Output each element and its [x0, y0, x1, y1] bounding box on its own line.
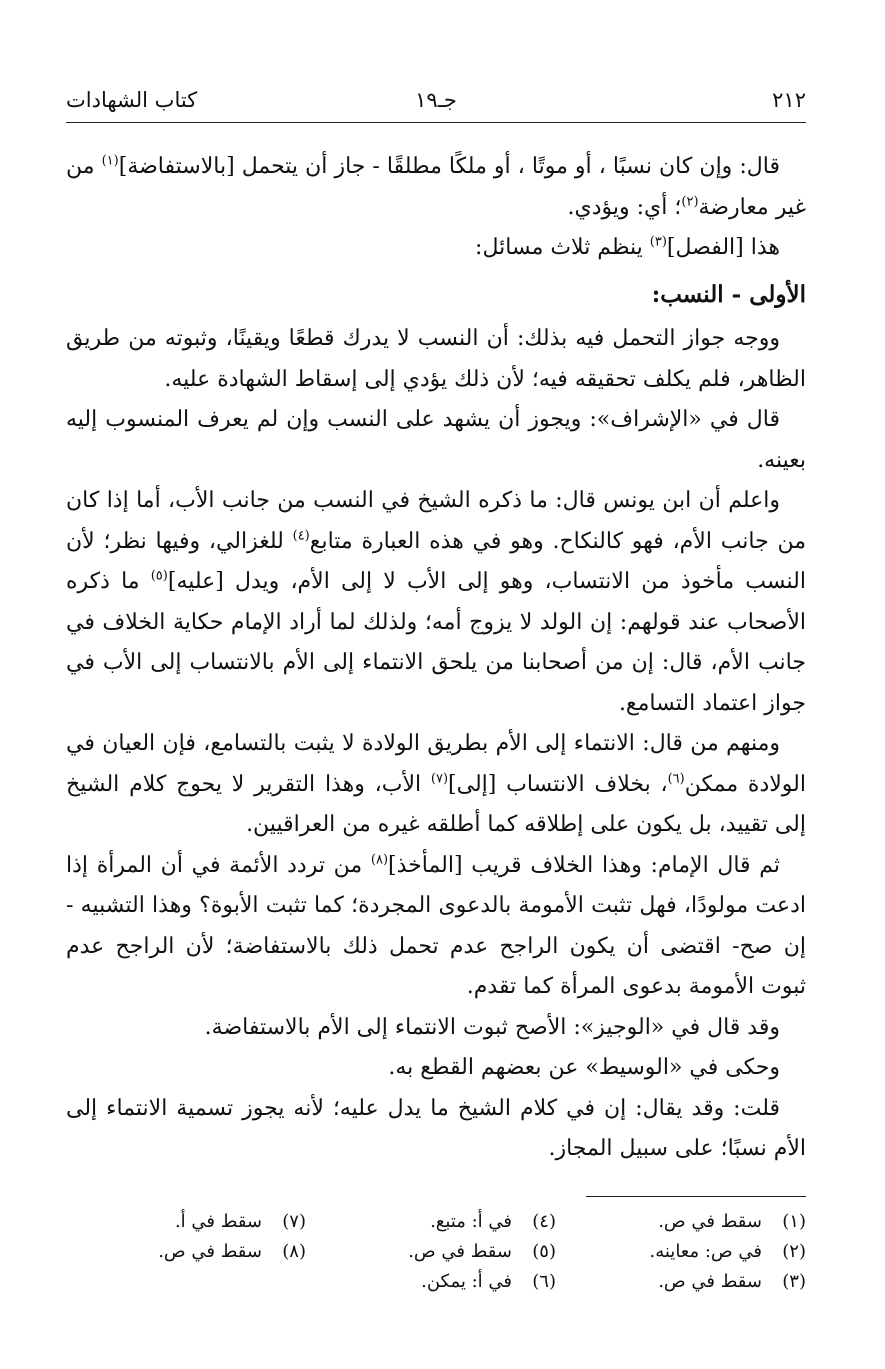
- footnotes: [66, 1211, 806, 1301]
- paragraph: ثم قال الإمام: وهذا الخلاف قريب [المأخذ]$^{(٨)}$ من تردد الأئمة في أن المرأة إذا ادعت مولودًا، فهل تثبت الأمومة بالدعوى المجردة؛ كما تثبت الأبوة؟ وهذا التشبيه - إن صح- اقتضى أن يكون الراجح عدم تحمل ذلك بالاستفاضة؛ لأن الراجح عدم ثبوت الأمومة بدعوى المرأة كما تقدم.: [66, 852, 806, 999]
- paragraph: ووجه جواز التحمل فيه بذلك: أن النسب لا يدرك قطعًا ويقينًا، وثبوته من طريق الظاهر، فلم يكلف تحقيقه فيه؛ لأن ذلك يؤدي إلى إسقاط الشهادة عليه.: [66, 326, 806, 392]
- body-text: [66, 147, 806, 1170]
- footnote: (٣)سقط في ص.: [658, 1270, 806, 1292]
- paragraph: ومنهم من قال: الانتماء إلى الأم بطريق الولادة لا يثبت بالتسامع، فإن العيان في الولادة ممكن$^{(٦)}$، بخلاف الانتساب [إلى]$^{(٧)}$ الأب، وهذا التقرير لا يحوج كلام الشيخ إلى تقييد، بل يكون على إطلاقه كما أطلقه غيره من العراقيين.: [66, 731, 806, 837]
- paragraph: هذا [الفصل]$^{(٣)}$ ينظم ثلاث مسائل:: [475, 234, 780, 260]
- paragraph: قال: وإن كان نسبًا ، أو موتًا ، أو ملكًا مطلقًا - جاز أن يتحمل [بالاستفاضة]$^{(١)}$ من غير معارضة$^{(٢)}$؛ أي: ويؤدي.: [66, 153, 806, 220]
- header-rule: [66, 122, 806, 123]
- paragraph: وحكى في «الوسيط» عن بعضهم القطع به.: [388, 1055, 780, 1080]
- footnote: (٦)في أ: يمكن.: [421, 1270, 556, 1292]
- footnote: (٨)سقط في ص.: [158, 1240, 306, 1262]
- section-heading: الأولى - النسب:: [651, 280, 806, 308]
- footnote: (٢)في ص: معاينه.: [649, 1240, 806, 1262]
- running-header: [66, 84, 806, 118]
- page-number: ٢١٢: [772, 88, 806, 112]
- footnote: (٧)سقط في أ.: [174, 1210, 306, 1232]
- paragraph: واعلم أن ابن يونس قال: ما ذكره الشيخ في النسب من جانب الأب، أما إذا كان من جانب الأم، فهو كالنكاح. وهو في هذه العبارة متابع$^{(٤)}$ للغزالي، وفيها نظر؛ لأن النسب مأخوذ من الانتساب، وهو إلى الأب لا إلى الأم، ويدل [عليه]$^{(٥)}$ ما ذكره الأصحاب عند قولهم: إن الولد لا يزوج أمه؛ ولذلك لما أراد الإمام حكاية الخلاف في جانب الأم، قال: إن من أصحابنا من يلحق الانتماء إلى الأم بالانتساب إلى الأب في جواز اعتماد التسامع.: [66, 488, 806, 716]
- footnote-rule: [586, 1196, 806, 1197]
- footnote: (٤)في أ: متبع.: [430, 1210, 556, 1232]
- footnote: (١)سقط في ص.: [658, 1210, 806, 1232]
- document-page: [66, 84, 806, 1301]
- book-title: كتاب الشهادات: [66, 88, 198, 112]
- paragraph: قال في «الإشراف»: ويجوز أن يشهد على النسب وإن لم يعرف المنسوب إليه بعينه.: [66, 407, 806, 473]
- paragraph: قلت: وقد يقال: إن في كلام الشيخ ما يدل عليه؛ لأنه يجوز تسمية الانتماء إلى الأم نسبًا؛ على سبيل المجاز.: [66, 1095, 806, 1161]
- paragraph: وقد قال في «الوجيز»: الأصح ثبوت الانتماء إلى الأم بالاستفاضة.: [204, 1014, 780, 1040]
- footnote: (٥)سقط في ص.: [408, 1240, 556, 1262]
- volume-label: جـ١٩: [415, 88, 457, 112]
